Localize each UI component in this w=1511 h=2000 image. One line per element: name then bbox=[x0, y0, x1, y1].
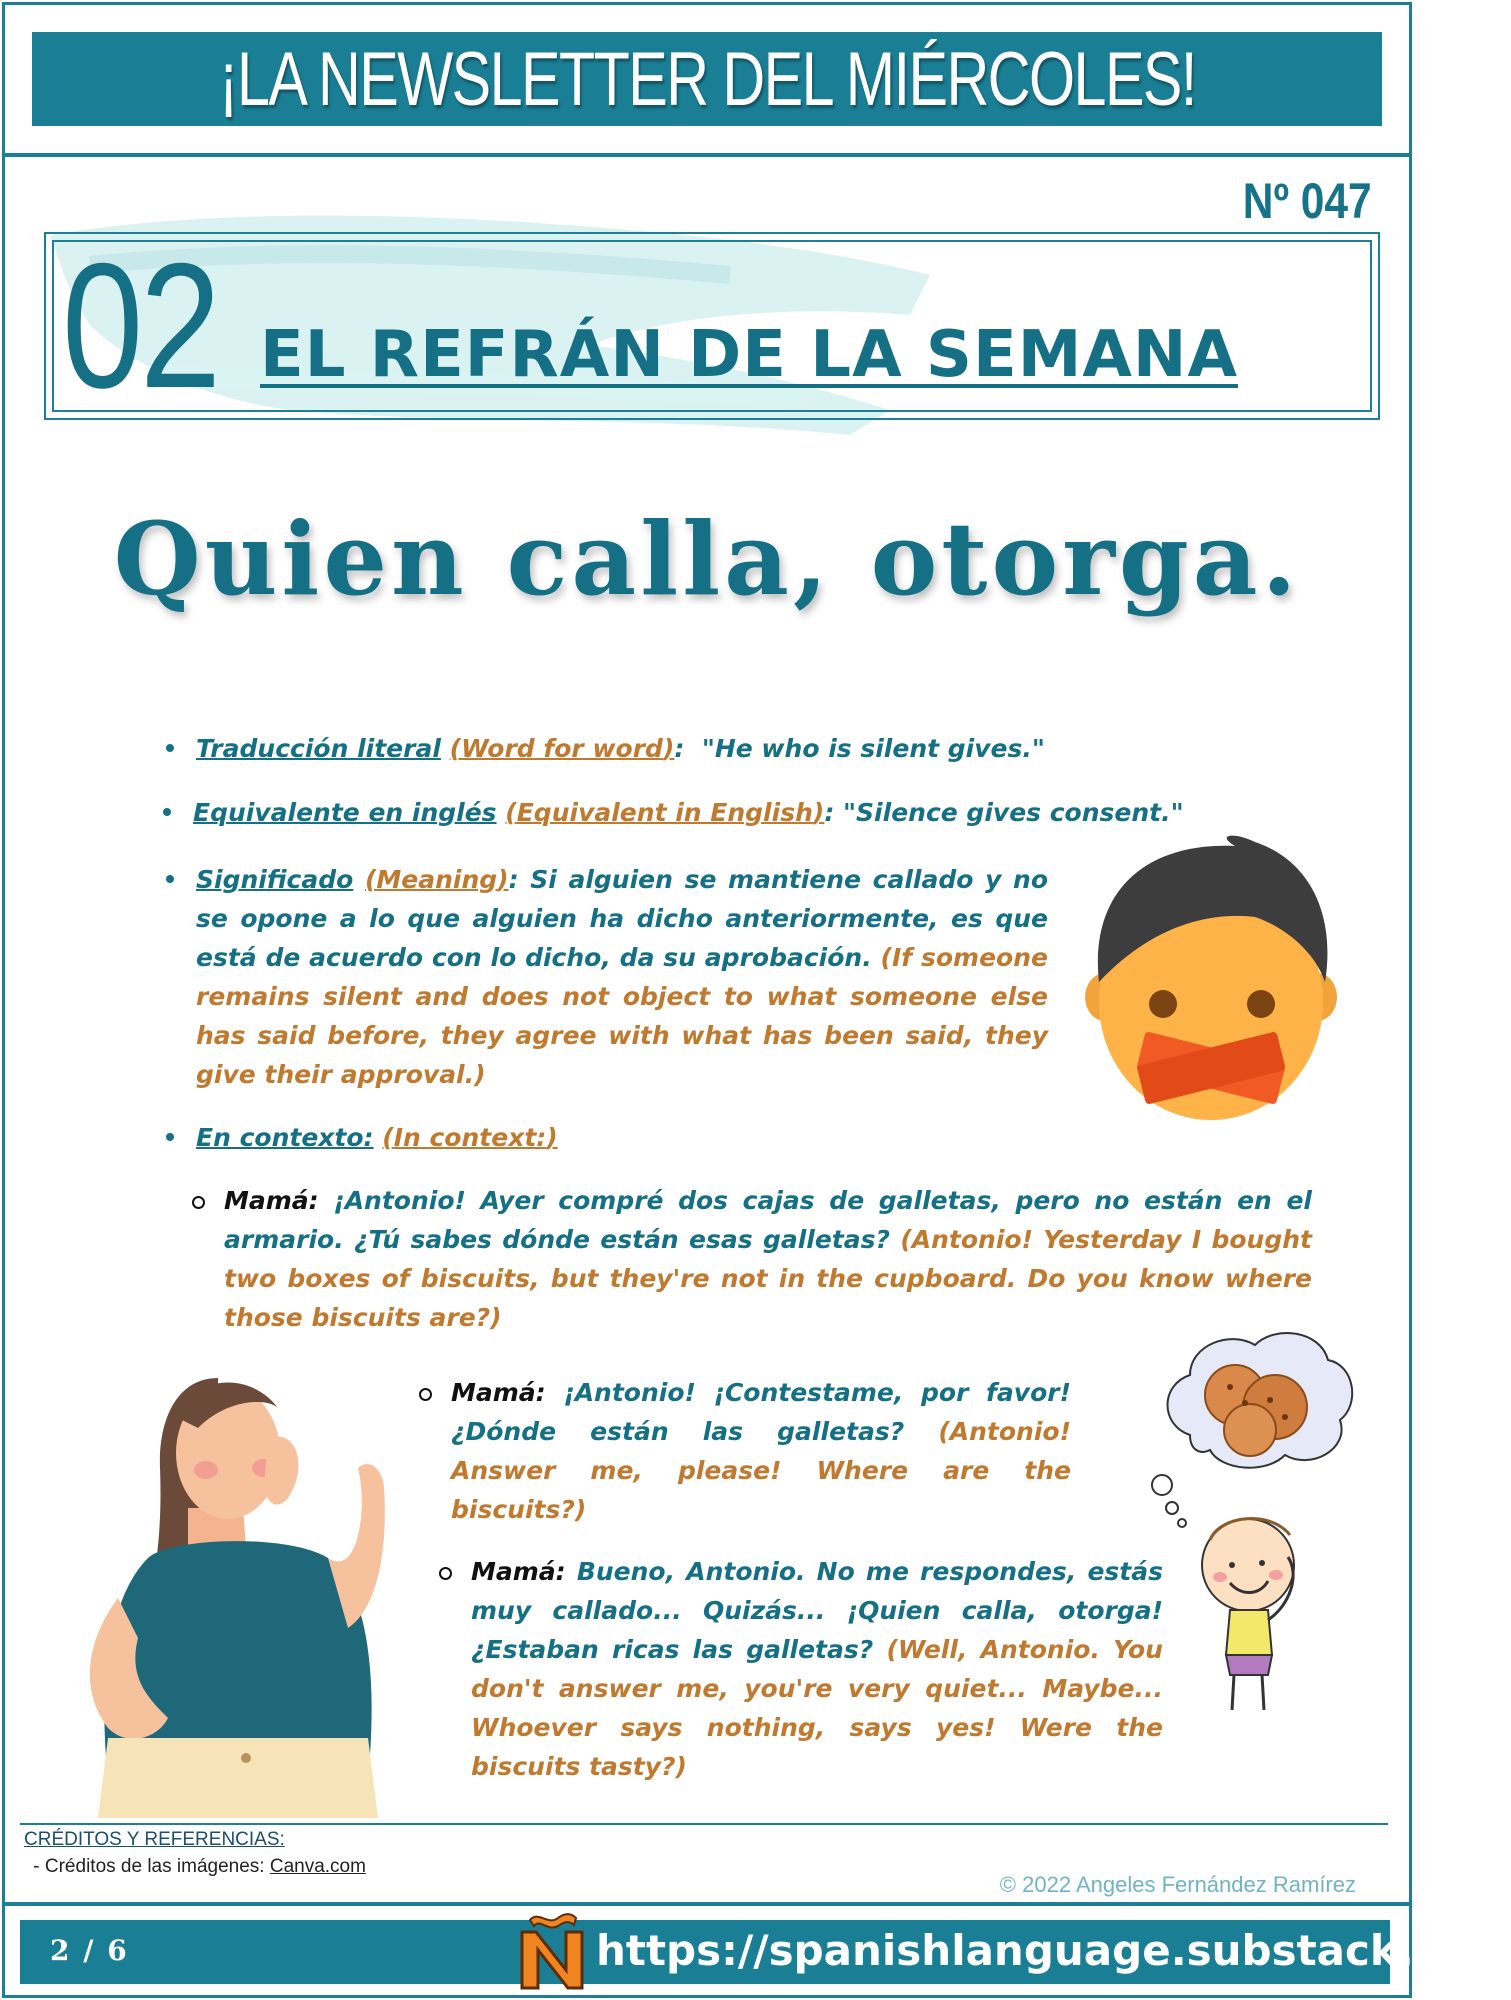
dialogue-line-1 bbox=[224, 1181, 1312, 1337]
section-number: 02 bbox=[62, 226, 218, 425]
dialogue-2-text: ¡Antonio! ¡Contestame, por favor! ¿Dónde están las galletas? bbox=[451, 1378, 1071, 1446]
context-label: En contexto: bbox=[196, 1123, 374, 1152]
credits-prefix: - Créditos de las imágenes: bbox=[28, 1856, 270, 1877]
dialogue-line-3 bbox=[471, 1552, 1163, 1786]
credits-line bbox=[28, 1856, 366, 1878]
substack-url[interactable]: https://spanishlanguage.substack.com bbox=[596, 1926, 1511, 1975]
listening-woman-illustration bbox=[68, 1358, 434, 1818]
silenced-face-illustration bbox=[1085, 832, 1337, 1122]
equivalent-label: Equivalente en inglés bbox=[193, 798, 497, 827]
meaning-label: Significado bbox=[196, 865, 354, 894]
boy-thinking-cookies-illustration bbox=[1150, 1325, 1365, 1725]
dialogue-2-text-en: (Antonio! Answer me, please! Where are the biscuits?) bbox=[451, 1417, 1071, 1524]
footer-divider bbox=[20, 1823, 1388, 1825]
credits-title: CRÉDITOS Y REFERENCIAS: bbox=[24, 1829, 285, 1850]
equivalent-text: "Silence gives consent." bbox=[843, 798, 1184, 827]
dialogue-1-text: ¡Antonio! Ayer compré dos cajas de galletas, pero no están en el armario. ¿Tú sabes dónde están esas galletas? bbox=[224, 1186, 1312, 1254]
dialogue-line-2 bbox=[451, 1373, 1071, 1529]
section-title: EL REFRÁN DE LA SEMANA bbox=[260, 318, 1238, 392]
bullet-meaning: Significado (Meaning): Si alguien se mantiene callado y no se opone a lo que alguien ha dicho anteriormente, es que está de acuerdo con lo dicho, da su aprobación. (If someone remains silent and does not object to what someone else has said before, they agree with what has been said, they give their approval.) bbox=[196, 860, 1048, 1094]
dialogue-3-text: Bueno, Antonio. No me respondes, estás muy callado... Quizás... ¡Quien calla, otorga! ¿Estaban ricas las galletas? bbox=[471, 1557, 1163, 1664]
bullet-english-equivalent: Equivalente en inglés (Equivalent in English): "Silence gives consent." bbox=[193, 793, 1293, 832]
page-number: 2 / 6 bbox=[50, 1934, 129, 1967]
meaning-text-en: (If someone remains silent and does not object to what someone else has said before, they agree with what has been said, they give their approval.) bbox=[196, 943, 1048, 1089]
dialogue-1-text-en: (Antonio! Yesterday I bought two boxes of biscuits, but they're not in the cupboard. Do you know where those biscuits are?) bbox=[224, 1225, 1312, 1332]
n-tilde-logo-icon bbox=[516, 1908, 590, 1990]
equivalent-label-en: Equivalent in English bbox=[516, 798, 813, 827]
newsletter-title: ¡LA NEWSLETTER DEL MIÉRCOLES! bbox=[218, 36, 1196, 122]
issue-number: Nº 047 bbox=[1243, 173, 1372, 229]
bullet-in-context: En contexto: (In context:) bbox=[196, 1118, 896, 1157]
dialogue-2-speaker: Mamá: bbox=[451, 1378, 546, 1407]
copyright: © 2022 Angeles Fernández Ramírez bbox=[999, 1872, 1356, 1897]
literal-label: Traducción literal bbox=[196, 734, 441, 763]
dialogue-3-text-en: (Well, Antonio. You don't answer me, you're very quiet... Maybe... Whoever says nothing, says yes! Were the biscuits tasty?) bbox=[471, 1635, 1163, 1781]
proverb-heading: Quien calla, otorga. bbox=[113, 500, 1301, 618]
meaning-label-en: Meaning bbox=[376, 865, 498, 894]
context-label-en: In context: bbox=[393, 1123, 547, 1152]
literal-label-en: Word for word bbox=[461, 734, 663, 763]
bullet-literal-translation: Traducción literal (Word for word): "He who is silent gives." bbox=[196, 729, 1096, 768]
dialogue-3-speaker: Mamá: bbox=[471, 1557, 566, 1586]
dialogue-1-speaker: Mamá: bbox=[224, 1186, 319, 1215]
canva-link[interactable]: Canva.com bbox=[269, 1856, 366, 1877]
header-banner bbox=[32, 32, 1382, 126]
meaning-text: Si alguien se mantiene callado y no se opone a lo que alguien ha dicho anteriormente, es que está de acuerdo con lo dicho, da su aprobación. bbox=[196, 865, 1048, 972]
literal-text: "He who is silent gives." bbox=[701, 734, 1045, 763]
